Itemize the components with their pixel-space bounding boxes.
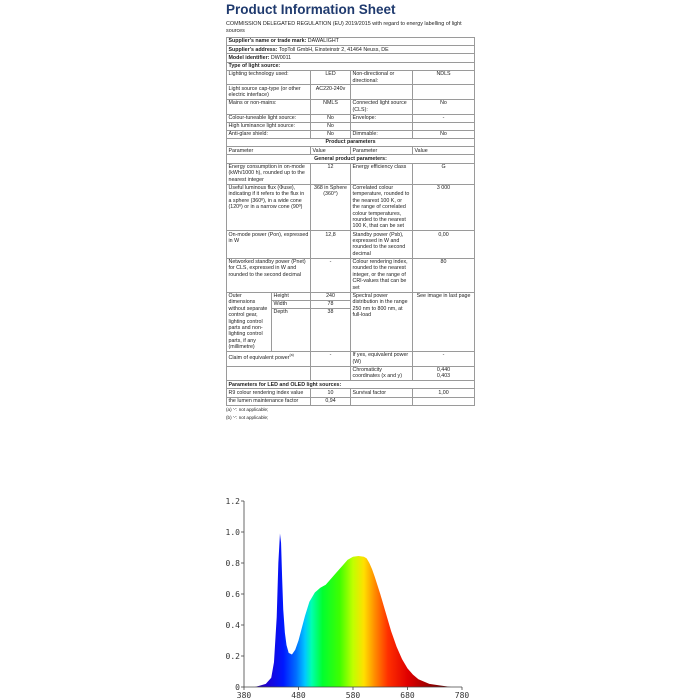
col-header-value: Value [311, 147, 351, 155]
general-row [227, 231, 475, 258]
param-label: Energy efficiency class [351, 163, 413, 184]
x-tick-label: 480 [291, 691, 306, 700]
led-row [227, 389, 475, 397]
dimension-name: Height [272, 293, 310, 301]
model-value: DW0011 [270, 54, 292, 61]
y-tick-label: 1.0 [225, 528, 240, 537]
param-value: 10 [311, 389, 351, 397]
y-tick-label: 0.6 [225, 590, 240, 599]
model-row [227, 54, 475, 62]
param-value: 1,00 [413, 389, 475, 397]
col-header-parameter: Parameter [351, 147, 413, 155]
type-label: Lighting technology used: [227, 70, 311, 85]
type-label: Envelope: [351, 114, 413, 122]
param-value: 3 000 [413, 184, 475, 231]
y-tick-label: 0 [235, 683, 240, 692]
chroma-row [227, 366, 475, 381]
equiv-power-label: If yes, equivalent power (W) [351, 351, 413, 366]
type-label: Anti-glare shield: [227, 130, 311, 138]
col-header-parameter: Parameter [227, 147, 311, 155]
x-tick-label: 580 [345, 691, 361, 700]
claim-value: - [311, 351, 351, 366]
param-label: Standby power (Psb), expressed in W and rounded to the second decimal [351, 231, 413, 258]
type-label: Light source cap-type (or other electric interface) [227, 85, 311, 100]
claim-footnote-mark: (a) [289, 353, 294, 358]
param-label: the lumen maintenance factor [227, 397, 311, 405]
col-header-value: Value [413, 147, 475, 155]
type-value: No [311, 130, 351, 138]
empty-cell [227, 366, 311, 381]
dimension-name: Width [272, 301, 310, 309]
address-label: Supplier's address: [228, 46, 278, 53]
type-label: Non-directional or directional: [351, 70, 413, 85]
empty-cell [311, 366, 351, 381]
param-value: 0,00 [413, 231, 475, 258]
claim-label [227, 351, 311, 366]
chroma-y: 0,403 [436, 373, 451, 380]
claim-label-text: Claim of equivalent power [228, 355, 290, 362]
type-row [227, 122, 475, 130]
param-value: 368 in Sphere (360°) [311, 184, 351, 231]
type-value: AC220-240v [311, 85, 351, 100]
param-label: Networked standby power (Pnet) for CLS, expressed in W and rounded to the second decimal [227, 258, 311, 292]
type-label [351, 85, 413, 100]
param-value: 12,8 [311, 231, 351, 258]
type-label: Mains or non-mains: [227, 99, 311, 114]
type-value: No [311, 122, 351, 130]
y-tick-label: 0.2 [225, 652, 240, 661]
spd-value: See image in last page [413, 292, 475, 351]
param-label: Useful luminous flux (Φuse), indicating if it refers to the flux in a sphere (360º), in a wide cone (120º) or in a narrow cone (90º) [227, 184, 311, 231]
type-heading: Type of light source: [227, 62, 475, 70]
type-value: LED [311, 70, 351, 85]
spectrum-area [244, 534, 462, 687]
y-tick-label: 1.2 [225, 497, 240, 506]
x-tick-label: 780 [454, 691, 470, 700]
general-row [227, 258, 475, 292]
type-value: NMLS [311, 99, 351, 114]
type-value [413, 85, 475, 100]
param-value [413, 397, 475, 405]
y-tick-label: 0.4 [225, 621, 240, 630]
column-header-row [227, 147, 475, 155]
info-table [226, 37, 475, 406]
param-value: 80 [413, 258, 475, 292]
model-label: Model identifier: [228, 54, 270, 61]
spd-label: Spectral power distribution in the range 250 nm to 800 nm, at full-load [351, 292, 413, 351]
param-label: On-mode power (Pon), expressed in W [227, 231, 311, 258]
type-value: - [413, 114, 475, 122]
regulation-text: COMMISSION DELEGATED REGULATION (EU) 2019/2015 with regard to energy labelling of light sources [226, 21, 462, 34]
address-row [227, 46, 475, 54]
type-row [227, 85, 475, 100]
x-tick-label: 680 [400, 691, 415, 700]
x-axis [237, 687, 470, 700]
type-value: No [413, 130, 475, 138]
chroma-value [413, 366, 475, 381]
type-label: Colour-tuneable light source: [227, 114, 311, 122]
general-row [227, 184, 475, 231]
product-information-sheet [226, 0, 474, 422]
param-value: G [413, 163, 475, 184]
x-tick-label: 380 [236, 691, 252, 700]
general-params-heading: General product parameters: [227, 155, 475, 163]
chroma-label: Chromaticity coordinates (x and y) [351, 366, 413, 381]
type-row [227, 70, 475, 85]
param-label [351, 397, 413, 405]
led-row [227, 397, 475, 405]
type-value [413, 122, 475, 130]
footnote: (b) '-': not applicable; [226, 414, 269, 420]
type-value: No [413, 99, 475, 114]
product-params-heading: Product parameters [227, 139, 475, 147]
param-label: Survival factor [351, 389, 413, 397]
type-label [351, 122, 413, 130]
outer-dimensions-cell [227, 292, 311, 351]
param-label: Correlated colour temperature, rounded to the nearest 100 K, or the range of correlated colour temperatures, rounded to the nearest 100 K, that can be set [351, 184, 413, 231]
dimension-values-cell [311, 292, 351, 351]
type-row [227, 130, 475, 138]
supplier-value: DAWALIGHT [307, 38, 339, 45]
param-value: 12 [311, 163, 351, 184]
spectral-power-chart [222, 493, 472, 700]
supplier-label: Supplier's name or trade mark: [228, 38, 307, 45]
general-row [227, 163, 475, 184]
param-label: R9 colour rendering index value [227, 389, 311, 397]
type-value: No [311, 114, 351, 122]
type-label: Connected light source (CLS): [351, 99, 413, 114]
claim-row [227, 351, 475, 366]
param-label: Energy consumption in on-mode (kWh/1000 h), rounded up to the nearest integer [227, 163, 311, 184]
type-label: High luminance light source: [227, 122, 311, 130]
led-params-heading: Parameters for LED and OLED light sources: [227, 381, 475, 389]
type-row [227, 99, 475, 114]
outer-dimensions-label: Outer dimensions without separate control gear, lighting control parts and non-lighting control parts, if any (millimetre) [227, 293, 272, 351]
type-label: Dimmable: [351, 130, 413, 138]
page-title: Product Information Sheet [226, 2, 396, 17]
type-row [227, 114, 475, 122]
footnote: (a) '-': not applicable; [226, 406, 269, 412]
chroma-x: 0,440 [436, 366, 451, 373]
outer-dimensions-row [227, 292, 475, 351]
param-value: 0,94 [311, 397, 351, 405]
dimension-value: 78 [311, 301, 350, 309]
dimension-value: 38 [327, 309, 334, 316]
y-tick-label: 0.8 [225, 559, 240, 568]
y-axis [226, 497, 244, 692]
address-value: TopToll GmbH, Einsteinstr 2, 41464 Neuss, DE [278, 46, 389, 53]
equiv-power-value: - [413, 351, 475, 366]
type-value: NDLS [413, 70, 475, 85]
supplier-row [227, 38, 475, 46]
param-label: Colour rendering index, rounded to the nearest integer, or the range of CRI-values that can be set [351, 258, 413, 292]
dimension-name: Depth [273, 309, 288, 316]
param-value: - [311, 258, 351, 292]
dimension-value: 240 [311, 293, 350, 301]
